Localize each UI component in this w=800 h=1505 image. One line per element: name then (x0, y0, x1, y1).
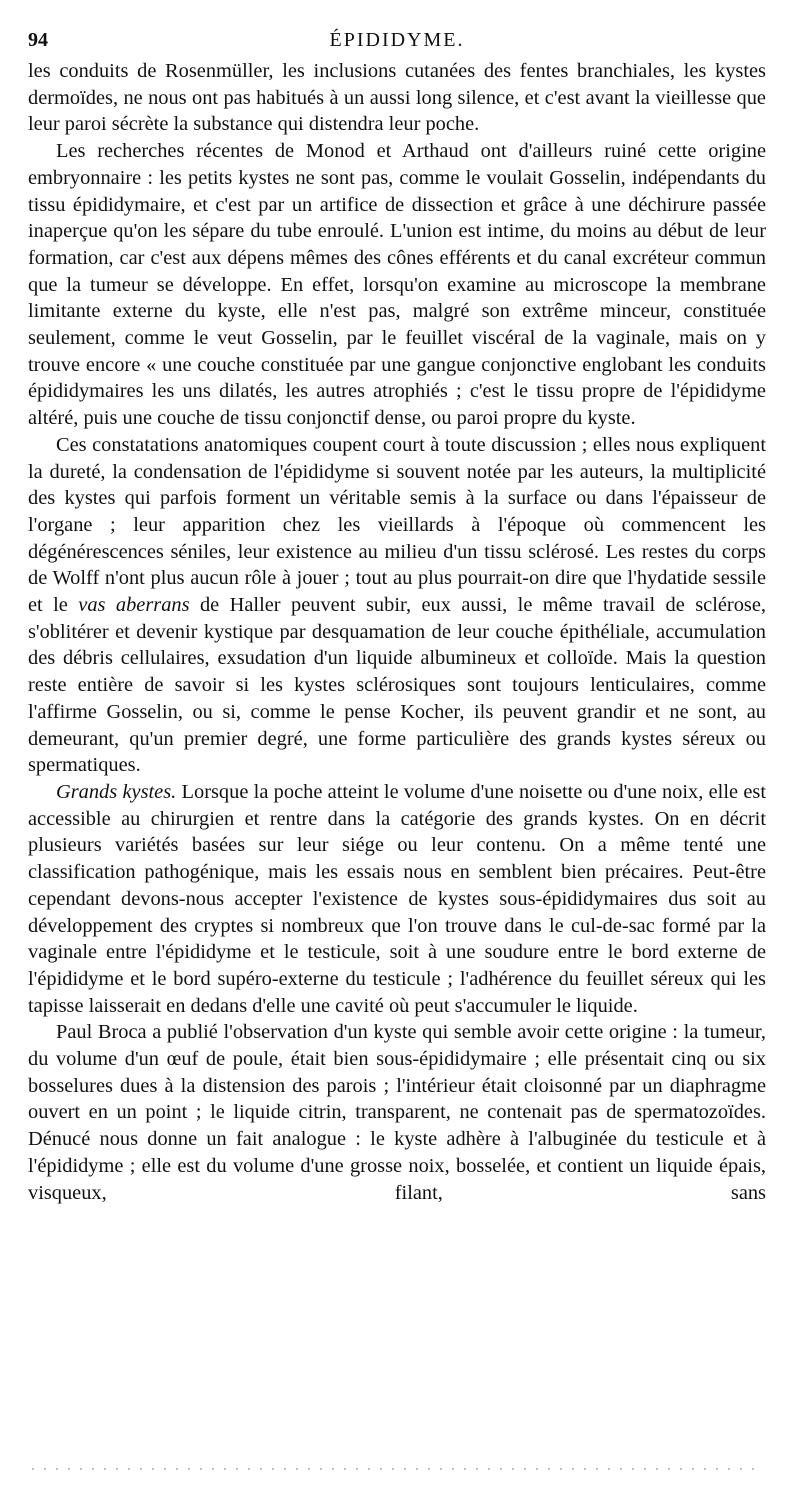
text-segment: les conduits de Rosenmüller, les inclusions cutanées des fentes branchiales, les kystes dermoïdes, ne nous ont pas habitués à un aussi long silence, et c'est avant la vieillesse que leur paroi sécrète la substance qui distendra leur poche. (28, 60, 766, 136)
paragraph (28, 138, 766, 432)
paragraph (28, 58, 766, 138)
paragraph (28, 779, 766, 1019)
paragraph (28, 432, 766, 779)
text-segment: Lorsque la poche atteint le volume d'une noisette ou d'une noix, elle est accessible au chirurgien et rentre dans la catégorie des grands kystes. On en décrit plusieurs variétés basées sur leur siége ou leur contenu. On a même tenté une classification pathogénique, mais les essais nous en semblent bien précaires. Peut-être cependant devons-nous accepter l'existence de kystes sous-épididymaires dus soit au développement des cryptes si nombreux que l'on trouve dans le cul-de-sac formé par la vaginale entre l'épididyme et le testicule, soit à une soudure entre le bord externe de l'épididyme et le bord supéro-externe du testicule ; l'adhérence du feuillet séreux qui les tapisse laisserait en dedans d'elle une cavité où peut s'accumuler le liquide. (28, 780, 766, 1017)
text-segment: Ces constatations anatomiques coupent court à toute discussion ; elles nous expliquent la dureté, la condensation de l'épididyme si souvent notée par les auteurs, la multiplicité des kystes qui parfois forment un véritable semis à la surface ou dans l'épaisseur de l'organe ; leur apparition chez les vieillards à l'époque où commencent les dégénérescences séniles, leur existence au milieu d'un tissu sclérosé. Les restes du corps de Wolff n'ont plus aucun rôle à jouer ; tout au plus pourrait-on dire que l'hydatide sessile et le (28, 433, 766, 617)
book-page (28, 28, 766, 1206)
italic-text: Grands kystes. (56, 780, 177, 803)
page-header (28, 28, 766, 58)
text-segment: de Haller peuvent subir, eux aussi, le même travail de sclérose, s'oblitérer et devenir kystique par desquamation de leur couche épithéliale, accumulation des débris cellulaires, exsudation d'un liquide albumineux et colloïde. Mais la question reste entière de savoir si les kystes sclérosiques sont toujours lenticulaires, comme l'affirme Gosselin, ou si, comme le pense Kocher, ils peuvent grandir et ne sont, au demeurant, qu'un premier degré, une forme particulière des grands kystes séreux ou spermatiques. (28, 594, 766, 777)
text-segment: Les recherches récentes de Monod et Arthaud ont d'ailleurs ruiné cette origine embryonnaire : les petits kystes ne sont pas, comme le voulait Gosselin, indépendants du tissu épididymaire, et c'est par un artifice de dissection et grâce à une déchirure passée inaperçue qu'on les sépare du tube enroulé. L'union est intime, du moins au début de leur formation, car c'est aux dépens mêmes des cônes efférents et du canal excréteur commun que la tumeur se développe. En effet, lorsqu'on examine au microscope la membrane limitante externe du kyste, elle n'est pas, malgré son extrême minceur, constituée seulement, comme le veut Gosselin, par le feuillet viscéral de la vaginale, mais on y trouve encore « une couche constituée par une gangue conjonctive englobant les conduits épididymaires les uns dilatés, les autres atrophiés ; c'est le tissu propre de l'épididyme altéré, puis une couche de tissu conjonctif dense, ou paroi propre du kyste. (28, 140, 766, 430)
running-title: ÉPIDIDYME. (329, 29, 465, 51)
italic-text: vas aberrans (78, 594, 190, 617)
page-number: 94 (28, 29, 48, 51)
body-text (28, 58, 766, 1206)
paragraph (28, 1019, 766, 1206)
scan-noise-line (32, 1468, 762, 1470)
text-segment: Paul Broca a publié l'observation d'un kyste qui semble avoir cette origine : la tumeur, du volume d'un œuf de poule, était bien sous-épididymaire ; elle présentait cinq ou six bosselures dues à la distension des parois ; l'intérieur était cloisonné par un diaphragme ouvert en un point ; le liquide citrin, transparent, ne contenait pas de spermatozoïdes. Dénucé nous donne un fait analogue : le kyste adhère à l'albuginée du testicule et à l'épididyme ; elle est du volume d'une grosse noix, bosselée, et contient un liquide épais, visqueux, filant, sans (28, 1021, 766, 1204)
